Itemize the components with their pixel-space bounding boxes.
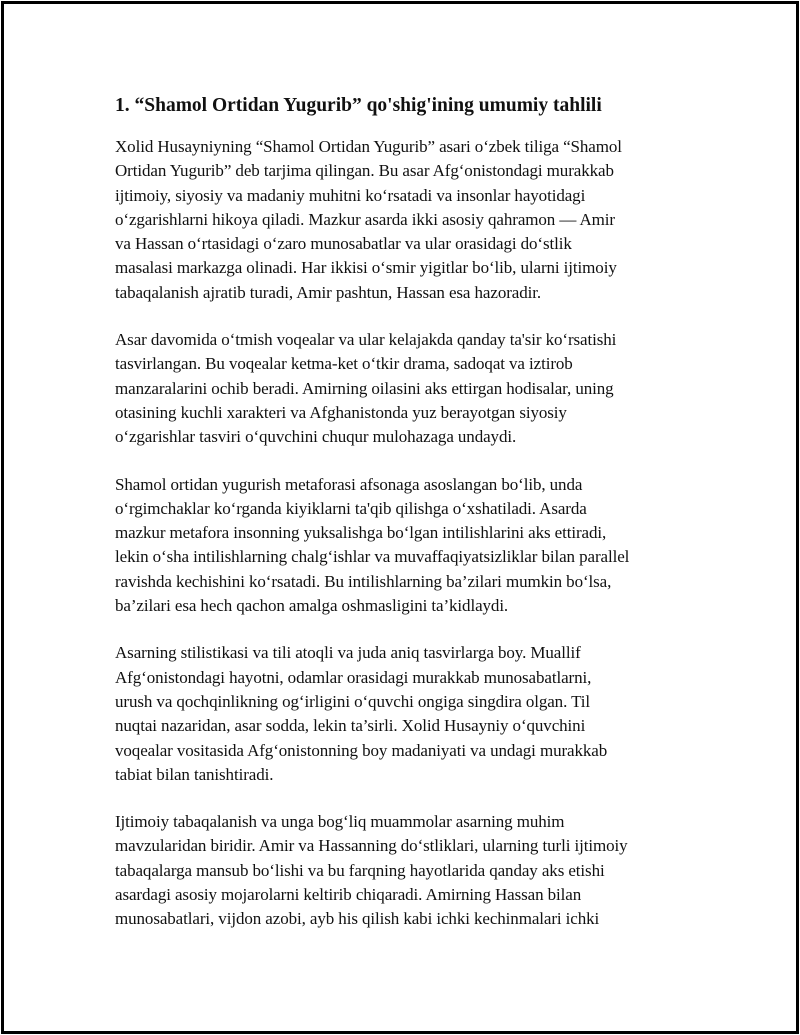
paragraph-5 [115,810,695,931]
text-line: Xolid Husayniyning “Shamol Ortidan Yugurib” asari o‘zbek tiliga “Shamol [115,137,622,156]
text-line: tabiat bilan tanishtiradi. [115,764,274,784]
text-line: Shamol ortidan yugurish metaforasi afsonaga asoslangan bo‘lib, unda [115,474,583,494]
text-line: o‘zgarishlar tasviri o‘quvchini chuqur mulohazaga undaydi. [115,427,517,447]
text-line: mavzularidan biridir. Amir va Hassanning do‘stliklari, ularning turli ijtimoiy [115,836,628,856]
paragraph-1 [115,135,695,305]
text-line: asardagi asosiy mojarolarni keltirib chiqaradi. Amirning Hassan bilan [115,885,582,905]
text-line: o‘zgarishlarni hikoya qiladi. Mazkur asarda ikki asosiy qahramon — Amir [115,209,615,229]
text-line: lekin o‘sha intilishlarning chalg‘ishlar va muvaffaqiyatsizliklar bilan parallel [115,547,630,567]
text-line: Asar davomida o‘tmish voqealar va ular kelajakda qanday ta'sir ko‘rsatishi [115,330,617,350]
text-line: urush va qochqinlikning og‘irligini o‘quvchi ongiga singdira olgan. Til [115,691,591,711]
text-line: Afg‘onistondagi hayotni, odamlar orasidagi murakkab munosabatlarni, [115,667,592,687]
text-line: ba’zilari esa hech qachon amalga oshmasligini ta’kidlaydi. [115,596,509,616]
document-body [115,92,695,955]
paragraph-2 [115,328,695,449]
text-line: Ortidan Yugurib” deb tarjima qilingan. Bu asar Afg‘onistondagi murakkab [115,161,614,181]
text-line: munosabatlari, vijdon azobi, ayb his qilish kabi ichki kechinmalari ichki [115,909,600,929]
text-line: va Hassan o‘rtasidagi o‘zaro munosabatlar va ular orasidagi do‘stlik [115,234,572,254]
text-line: Ijtimoiy tabaqalanish va unga bog‘liq muammolar asarning muhim [115,812,565,832]
text-line: tabaqalarga mansub bo‘lishi va bu farqning hayotlarida qanday aks etishi [115,860,605,880]
text-line: manzaralarini ochib beradi. Amirning oilasini aks ettirgan hodisalar, uning [115,378,614,398]
text-line: voqealar vositasida Afg‘onistonning boy madaniyati va undagi murakkab [115,740,608,760]
text-line: tasvirlangan. Bu voqealar ketma-ket o‘tkir drama, sadoqat va iztirob [115,354,573,374]
paragraph-3 [115,473,695,619]
text-line: masalasi markazga olinadi. Har ikkisi o‘smir yigitlar bo‘lib, ularni ijtimoiy [115,258,617,278]
text-line: nuqtai nazaridan, asar sodda, lekin ta’sirli. Xolid Husayniy o‘quvchini [115,716,586,736]
text-line: tabaqalanish ajratib turadi, Amir pashtun, Hassan esa hazoradir. [115,282,542,302]
section-heading: 1. “Shamol Ortidan Yugurib” qo'shig'ining umumiy tahlili [115,95,602,116]
text-line: mazkur metafora insonning yuksalishga bo‘lgan intilishlarini aks ettiradi, [115,523,607,543]
paragraph-4 [115,641,695,787]
text-line: ravishda kechishini ko‘rsatadi. Bu intilishlarning ba’zilari mumkin bo‘lsa, [115,571,612,591]
text-line: otasining kuchli xarakteri va Afghanistonda yuz berayotgan siyosiy [115,402,567,422]
text-line: ijtimoiy, siyosiy va madaniy muhitni ko‘rsatadi va insonlar hayotidagi [115,185,586,205]
text-line: o‘rgimchaklar ko‘rganda kiyiklarni ta'qib qilishga o‘xshatiladi. Asarda [115,498,587,518]
text-line: Asarning stilistikasi va tili atoqli va juda aniq tasvirlarga boy. Muallif [115,643,581,663]
